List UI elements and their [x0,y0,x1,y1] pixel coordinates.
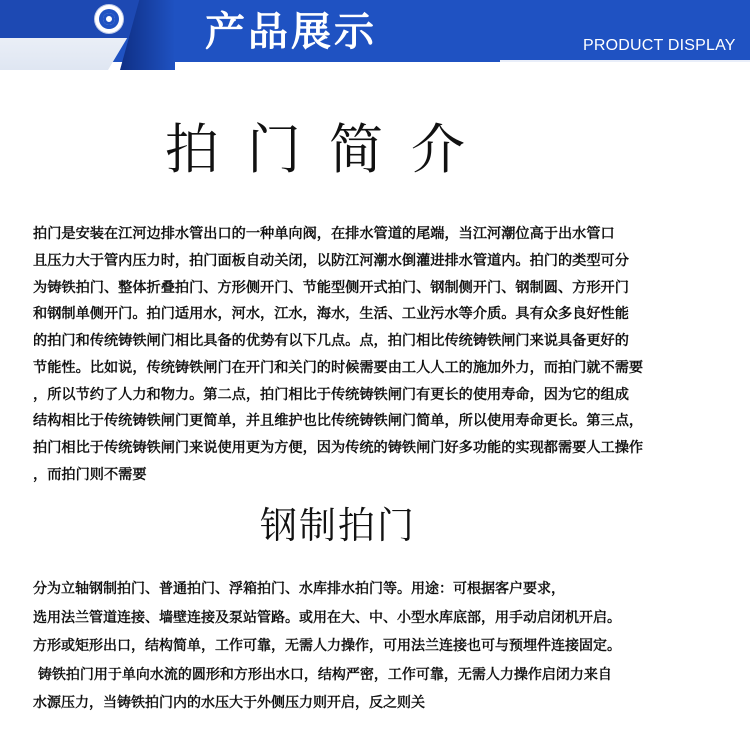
banner-divider-line [500,60,750,62]
steel-paragraph [33,575,733,718]
target-ring-icon [95,5,123,33]
paragraph-line: 拍门是安装在江河边排水管出口的一种单向阀，在排水管道的尾端，当江河潮位高于出水管口 [33,226,615,242]
intro-heading: 拍门简介 [165,118,493,181]
paragraph-line: 方形或矩形出口，结构简单，工作可靠，无需人力操作，可用法兰连接也可与预埋件连接固定。 [33,638,621,654]
paragraph-line: 为铸铁拍门、整体折叠拍门、方形侧开门、节能型侧开式拍门、钢制侧开门、钢制圆、方形开门 [33,279,629,296]
paragraph-line: 结构相比于传统铸铁闸门更简单，并且维护也比传统铸铁闸门简单，所以使用寿命更长。第三点， [33,413,644,430]
paragraph-line: 水源压力，当铸铁拍门内的水压大于外侧压力则开启，反之则关 [33,695,425,711]
intro-paragraph [33,221,733,489]
steel-heading: 钢制拍门 [260,504,416,547]
paragraph-line: 选用法兰管道连接、墙壁连接及泵站管路。或用在大、中、小型水库底部，用手动启闭机开启。 [33,609,621,626]
paragraph-line: 拍门相比于传统铸铁闸门来说使用更为方便，因为传统的铸铁闸门好多功能的实现都需要人工操作 [33,440,644,456]
header-banner [0,0,750,70]
paragraph-line: 铸铁拍门用于单向水流的圆形和方形出水口，结构严密，工作可靠，无需人力操作启闭力来自 [33,666,612,683]
paragraph-line: 和钢制单侧开门。拍门适用水，河水，江水，海水，生活、工业污水等介质。具有众多良好性能 [33,306,629,323]
banner-subtitle: PRODUCT DISPLAY [583,37,736,54]
paragraph-line: 且压力大于管内压力时，拍门面板自动关闭，以防江河潮水倒灌进排水管道内。拍门的类型可分 [33,252,629,269]
paragraph-line: 分为立轴钢制拍门、普通拍门、浮箱拍门、水库排水拍门等。用途：可根据客户要求， [33,581,565,597]
paragraph-line: 的拍门和传统铸铁闸门相比具备的优势有以下几点。点，拍门相比传统铸铁闸门来说具备更好的 [33,333,629,349]
paragraph-line: ，而拍门则不需要 [33,466,147,483]
paragraph-line: 节能性。比如说，传统铸铁闸门在开门和关门的时候需要由工人人工的施加外力，而拍门就不需要 [33,359,644,376]
paragraph-line: ，所以节约了人力和物力。第二点，拍门相比于传统铸铁闸门有更长的使用寿命，因为它的组成 [33,386,629,403]
banner-title: 产品展示 [205,9,377,55]
